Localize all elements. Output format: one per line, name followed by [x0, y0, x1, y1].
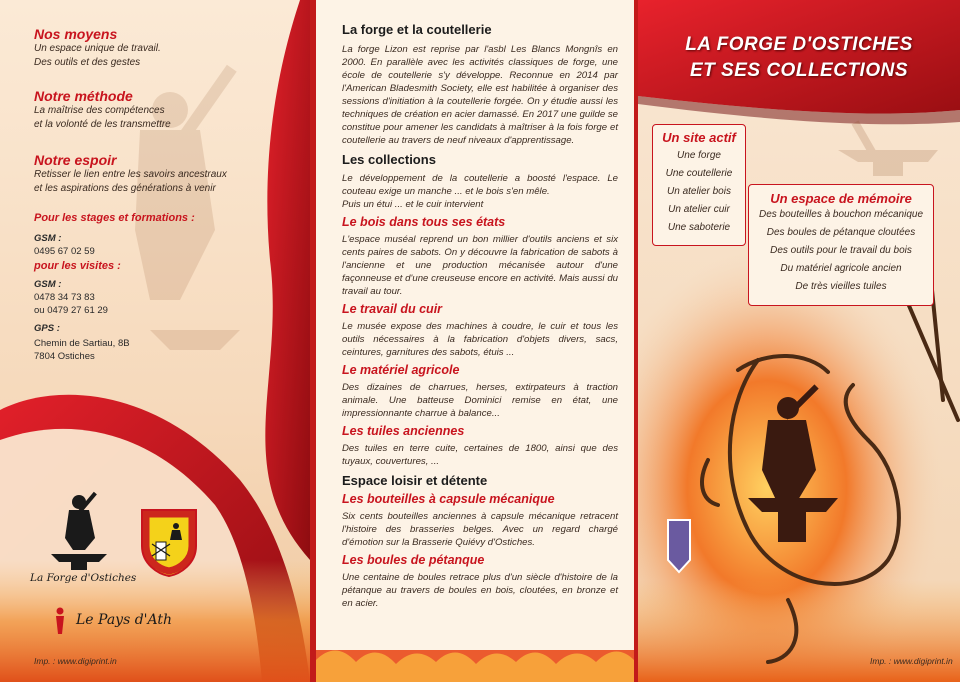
title-line: ET SES COLLECTIONS — [689, 60, 909, 81]
gsm-label: GSM : — [34, 279, 62, 290]
agricole-text: Des dizaines de charrues, herses, extirpateurs à traction animale. Une batteuse Dominici remise en état, une impressionnante charrue à balance... — [342, 382, 618, 419]
right-panel — [638, 0, 960, 682]
gsm-number: 0478 34 73 83 — [34, 292, 95, 303]
left-panel — [0, 0, 310, 682]
cuir-title: Le travail du cuir — [342, 302, 443, 316]
bouteilles-title: Les bouteilles à capsule mécanique — [342, 492, 555, 506]
site-actif-item: Un atelier bois — [667, 186, 731, 197]
boules-title: Les boules de pétanque — [342, 553, 485, 567]
agricole-title: Le matériel agricole — [342, 363, 460, 377]
red-swoosh-right — [265, 0, 310, 560]
moyens-text — [34, 42, 161, 70]
methode-text — [34, 104, 171, 132]
moyens-line: Un espace unique de travail. — [34, 43, 161, 54]
imprint-right: Imp. : www.digiprint.in — [870, 656, 953, 666]
methode-line: et la volonté de les transmettre — [34, 119, 171, 130]
title-line: LA FORGE D'OSTICHES — [685, 34, 913, 55]
forge-title: La forge et la coutellerie — [342, 22, 492, 37]
collections-title: Les collections — [342, 152, 436, 167]
address-line: Chemin de Sartiau, 8B — [34, 338, 130, 349]
memoire-item: Des boules de pétanque cloutées — [766, 227, 916, 238]
imprint-left: Imp. : www.digiprint.in — [34, 656, 117, 666]
collections-text-1: Le développement de la coutellerie a boosté l'espace. Le couteau exige un manche ... et le bois s'en mêle. — [342, 173, 618, 197]
espoir-title: Notre espoir — [34, 152, 117, 168]
flag-badge-icon — [668, 520, 690, 572]
site-actif-item: Une saboterie — [667, 222, 731, 233]
boules-text: Une centaine de boules retrace plus d'un siècle d'histoire de la pétanque au travers de boules en bois, cloutées, en bronze et en acier. — [342, 572, 618, 609]
forge-logo-text: La Forge d'Ostiches — [30, 572, 137, 584]
forge-logo-icon — [45, 488, 115, 570]
loisir-title: Espace loisir et détente — [342, 473, 488, 488]
espoir-text — [34, 168, 227, 196]
moyens-line: Des outils et des gestes — [34, 57, 141, 68]
moyens-title: Nos moyens — [34, 26, 118, 42]
gsm-number: ou 0479 27 61 29 — [34, 305, 108, 316]
espoir-line: Retisser le lien entre les savoirs ancestraux — [34, 169, 227, 180]
gsm-number: 0495 67 02 59 — [34, 246, 95, 257]
gps-block — [34, 322, 130, 363]
visites-heading: pour les visites : — [34, 260, 121, 272]
gsm-label: GSM : — [34, 233, 62, 244]
site-actif-title: Un site actif — [662, 130, 736, 145]
pays-ath-figure-icon — [50, 606, 70, 636]
memoire-title: Un espace de mémoire — [770, 191, 912, 206]
middle-content — [342, 0, 618, 610]
methode-line: La maîtrise des compétences — [34, 105, 165, 116]
contact-block — [34, 232, 95, 258]
espoir-line: et les aspirations des générations à venir — [34, 183, 216, 194]
memoire-list — [749, 206, 933, 296]
stages-heading: Pour les stages et formations : — [34, 212, 195, 224]
collections-text-2: Puis un étui ... et le cuir intervient — [342, 199, 484, 210]
anvil-watermark-icon — [838, 120, 938, 176]
memoire-box — [748, 184, 934, 306]
site-actif-box — [652, 124, 746, 246]
pays-ath-text: Le Pays d'Ath — [76, 612, 173, 628]
site-actif-item: Une coutellerie — [665, 168, 733, 179]
tuiles-title: Les tuiles anciennes — [342, 424, 465, 438]
cuir-text: Le musée expose des machines à coudre, le cuir et tous les outils nécessaires à la fabrication d'objets divers, sacs, ceintures, garnitures des sabots, étuis ... — [342, 321, 618, 358]
site-actif-item: Une forge — [677, 150, 721, 161]
memoire-item: Du matériel agricole ancien — [780, 263, 902, 274]
tuiles-text: Des tuiles en terre cuite, certaines de 1800, ainsi que des tuyaux, couvertures, ... — [342, 443, 618, 467]
bois-text: L'espace muséal reprend un bon millier d'outils anciens et six cents paires de sabots. On y découvre la fabrication de sabots à l'ancienne et une production mécanisée autour d'une façonneuse et d'une creuseuse encore en activité. Mais aussi du travail au tour. — [342, 234, 618, 297]
middle-panel — [316, 0, 634, 682]
site-actif-item: Un atelier cuir — [668, 204, 730, 215]
osticches-shield-icon — [140, 508, 198, 578]
right-panel-decoration — [638, 0, 960, 682]
flames — [638, 580, 960, 682]
methode-title: Notre méthode — [34, 88, 133, 104]
memoire-item: De très vieilles tuiles — [795, 281, 887, 292]
visites-contact — [34, 278, 108, 317]
site-actif-list — [653, 147, 745, 237]
memoire-item: Des bouteilles à bouchon mécanique — [759, 209, 923, 220]
bois-title: Le bois dans tous ses états — [342, 215, 506, 229]
gps-label: GPS : — [34, 323, 60, 334]
brochure-title — [638, 32, 960, 84]
bouteilles-text: Six cents bouteilles anciennes à capsule mécanique retracent l'histoire des brasseries belges. Avec un regard chargé d'émotion sur la Brasserie Quiévy d'Ostiches. — [342, 511, 618, 548]
forge-text: La forge Lizon est reprise par l'asbl Les Blancs Mongnîs en 2000. En parallèle avec les activités classiques de forge, une école de coutellerie s'y développe. Reconnue en 2014 par l'American Bladesmith Society, elle est habilitée à organiser des sessions d'initiation à la coutellerie forgée. On y étudie aussi les techniques de création en acier damassé. En 2017 une guilde se constitue pour amener les candidats à maîtriser à la fois forge et coutellerie au travers de neuf niveaux d'apprentissage. — [342, 44, 618, 146]
address-line: 7804 Ostiches — [34, 351, 95, 362]
memoire-item: Des outils pour le travail du bois — [770, 245, 912, 256]
